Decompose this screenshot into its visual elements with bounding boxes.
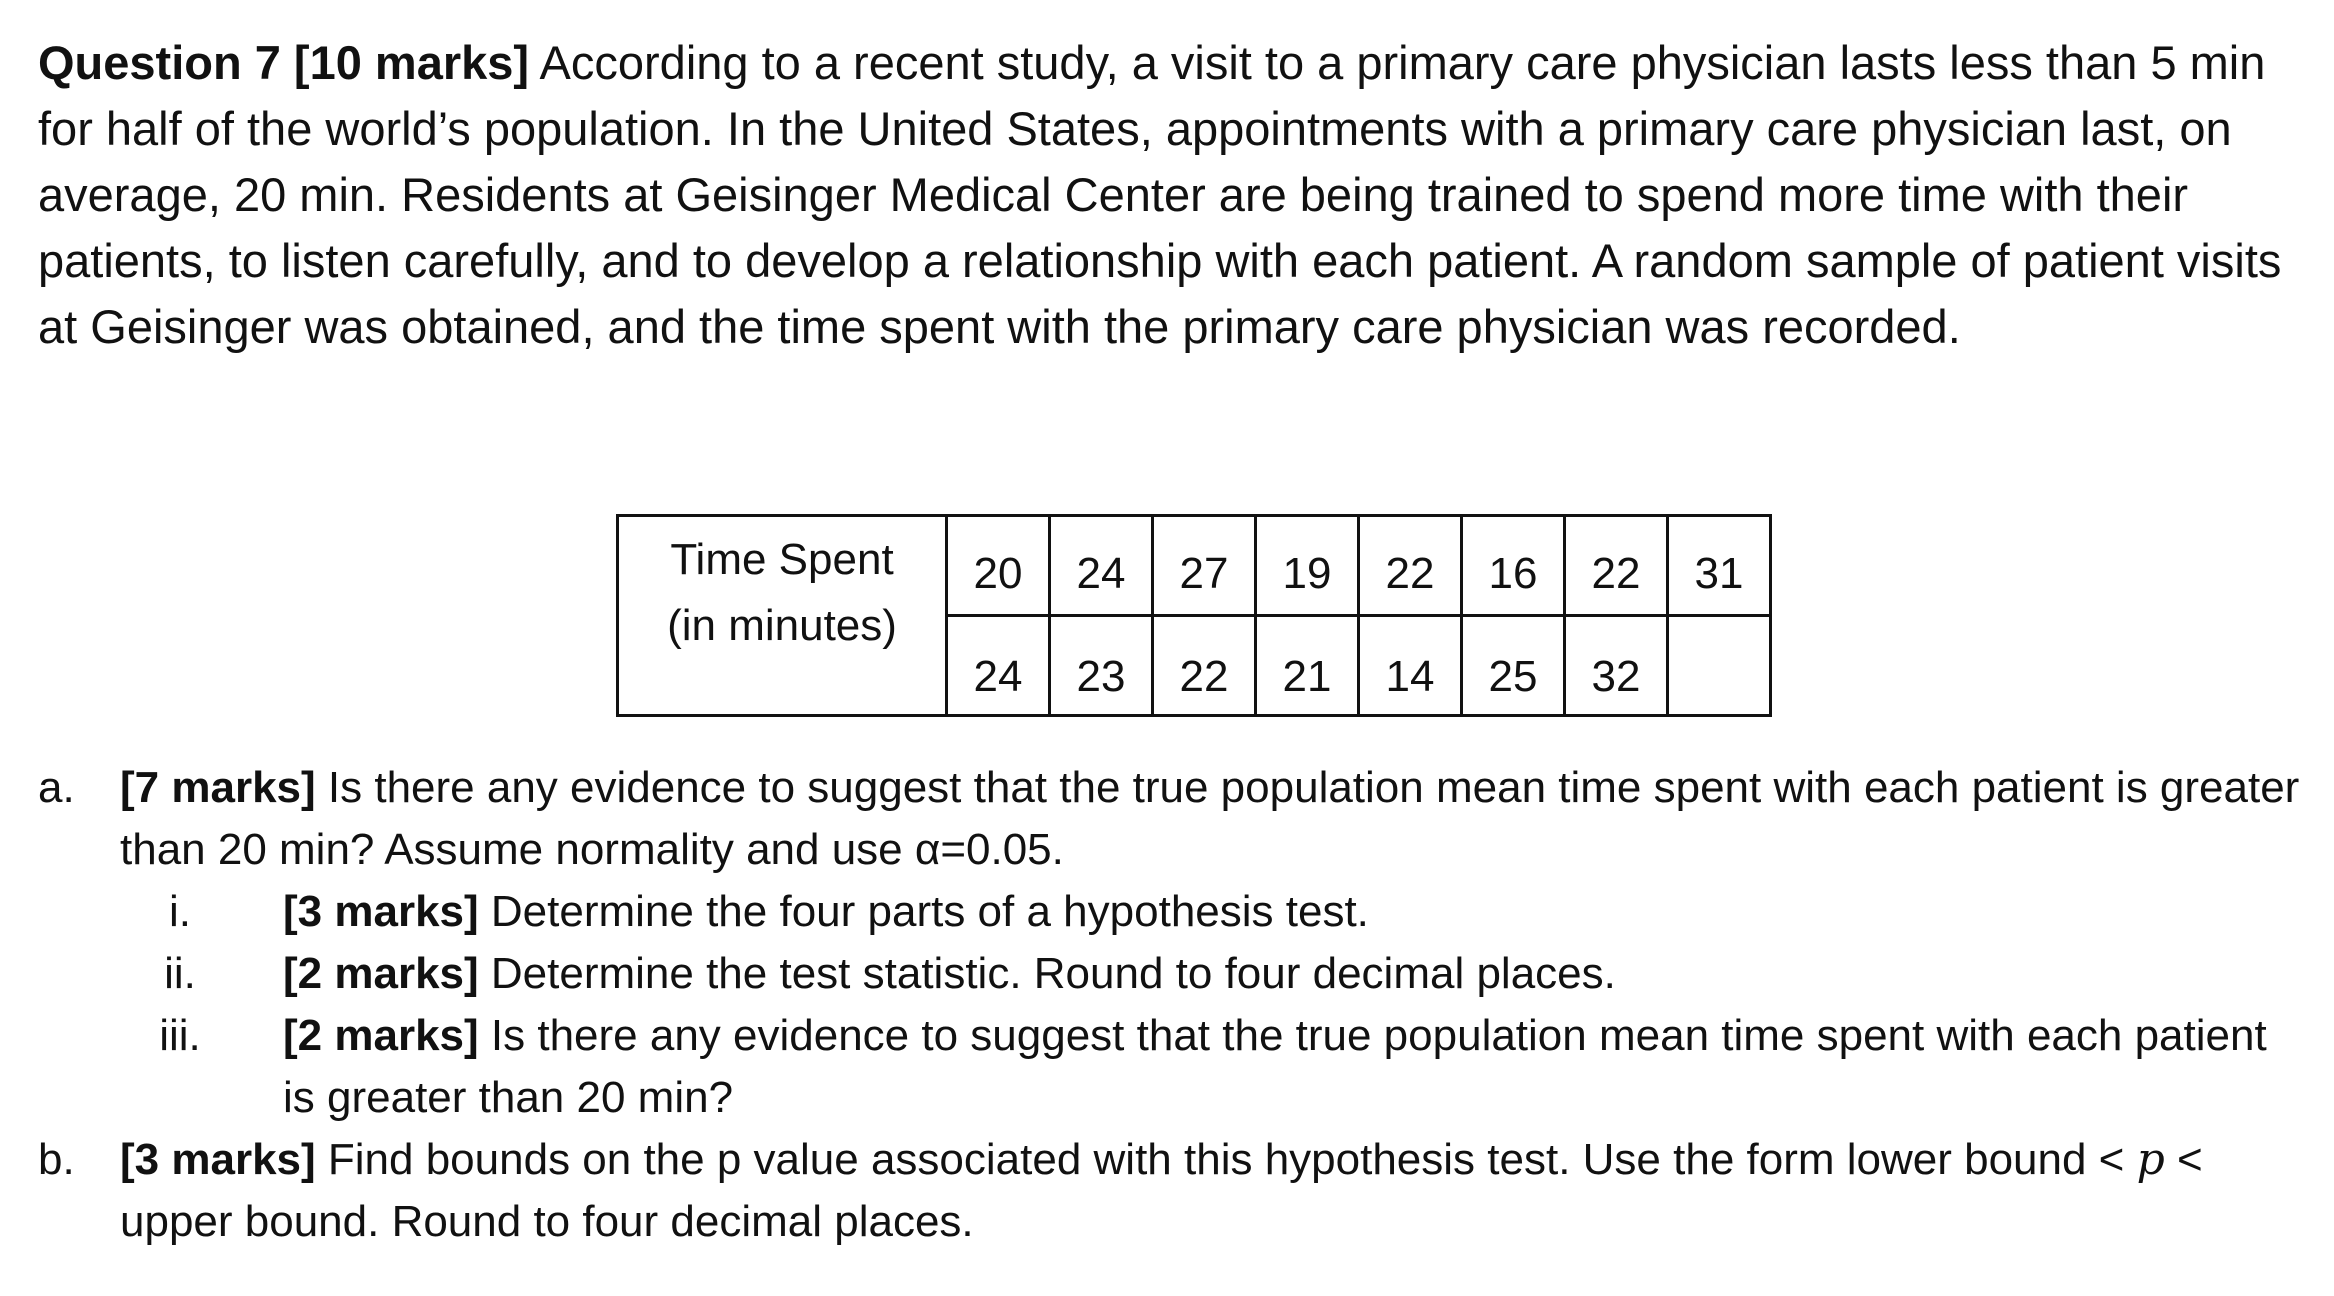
p-value-symbol: p xyxy=(2136,1134,2165,1185)
table-cell: 25 xyxy=(1462,616,1565,716)
part-a-iii xyxy=(38,1005,2308,1129)
table-cell: 21 xyxy=(1256,616,1359,716)
part-b-marker: b. xyxy=(38,1135,75,1184)
table-cell: 24 xyxy=(947,616,1050,716)
part-a-marker: a. xyxy=(38,763,75,812)
table-label-line2: (in minutes) xyxy=(667,601,897,650)
table-cell: 27 xyxy=(1153,516,1256,616)
part-a-iii-text: Is there any evidence to suggest that the true population mean time spent with each patient is greater than 20 min? xyxy=(283,1011,2267,1122)
part-a-i xyxy=(38,881,2308,943)
table-row xyxy=(618,516,1771,616)
part-b xyxy=(38,1129,2308,1253)
part-a-ii xyxy=(38,943,2308,1005)
table-cell: 16 xyxy=(1462,516,1565,616)
table-label-line1: Time Spent xyxy=(670,535,894,584)
question-parts xyxy=(38,757,2308,1253)
part-b-text-after: < upper bound. Round to four decimal places. xyxy=(120,1135,2203,1246)
part-a-iii-marker: iii. xyxy=(159,1011,201,1060)
table-cell: 22 xyxy=(1153,616,1256,716)
part-a-ii-marker: ii. xyxy=(164,949,196,998)
part-a-ii-marks: [2 marks] xyxy=(283,949,479,998)
part-b-text-before: Find bounds on the p value associated with this hypothesis test. Use the form lower bound < xyxy=(315,1135,2137,1184)
table-cell: 19 xyxy=(1256,516,1359,616)
part-a-marks: [7 marks] xyxy=(120,763,316,812)
table-cell-empty xyxy=(1668,616,1771,716)
part-b-marks: [3 marks] xyxy=(120,1135,316,1184)
question-heading: Question 7 [10 marks] xyxy=(38,36,530,89)
part-a xyxy=(38,757,2308,1129)
table-cell: 20 xyxy=(947,516,1050,616)
table-cell: 14 xyxy=(1359,616,1462,716)
table-cell: 22 xyxy=(1359,516,1462,616)
table-cell: 23 xyxy=(1050,616,1153,716)
question-text: According to a recent study, a visit to a primary care physician lasts less than 5 min for half of the world’s population. In the United States, appointments with a primary care physician last, on average, 20 min. Residents at Geisinger Medical Center are being trained to spend more time with their patients, to listen carefully, and to develop a relationship with each patient. A random sample of patient visits at Geisinger was obtained, and the time spent with the primary care physician was recorded. xyxy=(38,36,2282,353)
table-cell: 31 xyxy=(1668,516,1771,616)
table-cell: 32 xyxy=(1565,616,1668,716)
table-cell: 22 xyxy=(1565,516,1668,616)
part-a-iii-marks: [2 marks] xyxy=(283,1011,479,1060)
part-a-i-marks: [3 marks] xyxy=(283,887,479,936)
part-a-ii-text: Determine the test statistic. Round to four decimal places. xyxy=(478,949,1616,998)
question-intro xyxy=(38,30,2308,360)
table-label-cell xyxy=(618,516,947,716)
part-a-text: Is there any evidence to suggest that the true population mean time spent with each patient is greater than 20 min? Assume normality and use α=0.05. xyxy=(120,763,2300,874)
part-a-i-marker: i. xyxy=(169,887,191,936)
part-a-i-text: Determine the four parts of a hypothesis test. xyxy=(478,887,1369,936)
table-cell: 24 xyxy=(1050,516,1153,616)
time-spent-table xyxy=(616,514,1772,717)
